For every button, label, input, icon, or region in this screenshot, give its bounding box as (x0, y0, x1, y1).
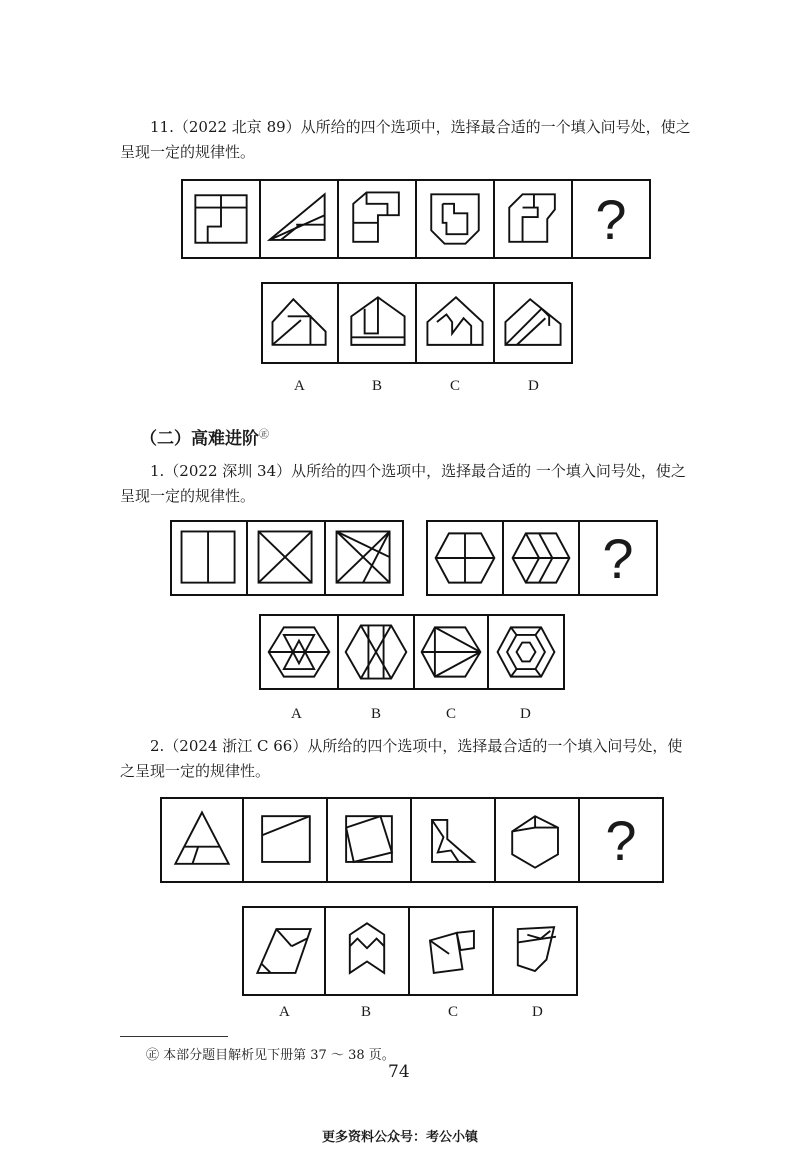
q11-options-row (261, 282, 573, 364)
q11-stem-2 (261, 179, 339, 259)
q1-question-cell (580, 520, 658, 596)
q1-line2: 呈现一定的规律性。 (120, 487, 256, 505)
q2-stem-2 (244, 797, 328, 883)
q11-stem-row (181, 179, 651, 259)
q11-option-b[interactable] (339, 282, 417, 364)
q11-option-d[interactable] (495, 282, 573, 364)
question-mark: ? (595, 187, 627, 251)
footer-note: 更多资料公众号：考公小镇 (321, 1130, 478, 1145)
q11-stem-4 (417, 179, 495, 259)
q2-option-a-label: A (279, 1004, 290, 1020)
q11-stem-5 (495, 179, 573, 259)
q1-stem-4 (426, 520, 504, 596)
q1-option-c-label: C (446, 706, 457, 722)
q2-stem-row (160, 797, 664, 883)
q11-stem-3 (339, 179, 417, 259)
q2-option-a[interactable] (242, 906, 326, 996)
q11-option-c[interactable] (417, 282, 495, 364)
q2-question-cell (580, 797, 664, 883)
q2-line1: 2.（2024 浙江 C 66）从所给的四个选项中，选择最合适的一个填入问号处，使 (150, 737, 683, 755)
q1-stem-5 (504, 520, 580, 596)
q11-option-b-label: B (372, 378, 383, 394)
q2-option-b-label: B (361, 1004, 372, 1020)
q1-stem-group-1 (170, 520, 404, 596)
q2-text (120, 734, 715, 784)
q11-stem-1 (181, 179, 261, 259)
q11-option-a-label: A (294, 378, 305, 394)
q2-line2: 之呈现一定的规律性。 (120, 762, 271, 780)
q2-option-d[interactable] (494, 906, 578, 996)
footnote-divider (120, 1036, 228, 1037)
q1-stem-2 (248, 520, 326, 596)
q1-stem-3 (326, 520, 404, 596)
section-heading (140, 424, 269, 449)
q2-option-c-label: C (448, 1004, 459, 1020)
q1-line1: 1.（2022 深圳 34）从所给的四个选项中，选择最合适的 一个填入问号处，使之 (150, 462, 686, 480)
q1-options-row (259, 614, 565, 690)
q1-option-a[interactable] (259, 614, 339, 690)
q11-option-a[interactable] (261, 282, 339, 364)
q2-option-d-label: D (532, 1004, 543, 1020)
footnote: ㊣ 本部分题目解析见下册第 37 ～ 38 页。 (146, 1048, 395, 1063)
q1-option-b[interactable] (339, 614, 415, 690)
q11-text (120, 115, 715, 165)
section-mark-icon: ㊣ (259, 429, 269, 441)
q11-line1: 11.（2022 北京 89）从所给的四个选项中，选择最合适的一个填入问号处，使之 (150, 118, 691, 136)
page-number: 74 (388, 1062, 410, 1082)
question-mark: ? (602, 526, 634, 590)
q2-stem-3 (328, 797, 412, 883)
q1-option-c[interactable] (415, 614, 489, 690)
section-title: （二）高难进阶 (140, 429, 259, 449)
q1-option-d-label: D (520, 706, 531, 722)
q11-option-c-label: C (450, 378, 461, 394)
q11-option-d-label: D (528, 378, 539, 394)
q2-stem-5 (496, 797, 580, 883)
q1-option-a-label: A (291, 706, 302, 722)
q2-option-c[interactable] (410, 906, 494, 996)
q1-option-d[interactable] (489, 614, 565, 690)
q2-option-b[interactable] (326, 906, 410, 996)
q1-text (120, 459, 715, 509)
q1-stem-group-2 (426, 520, 658, 596)
q2-stem-4 (412, 797, 496, 883)
q1-stem-1 (170, 520, 248, 596)
question-mark: ? (605, 808, 637, 872)
q2-stem-1 (160, 797, 244, 883)
q11-question-cell (573, 179, 651, 259)
q1-option-b-label: B (371, 706, 382, 722)
q11-line2: 呈现一定的规律性。 (120, 143, 256, 161)
q2-options-row (242, 906, 578, 996)
